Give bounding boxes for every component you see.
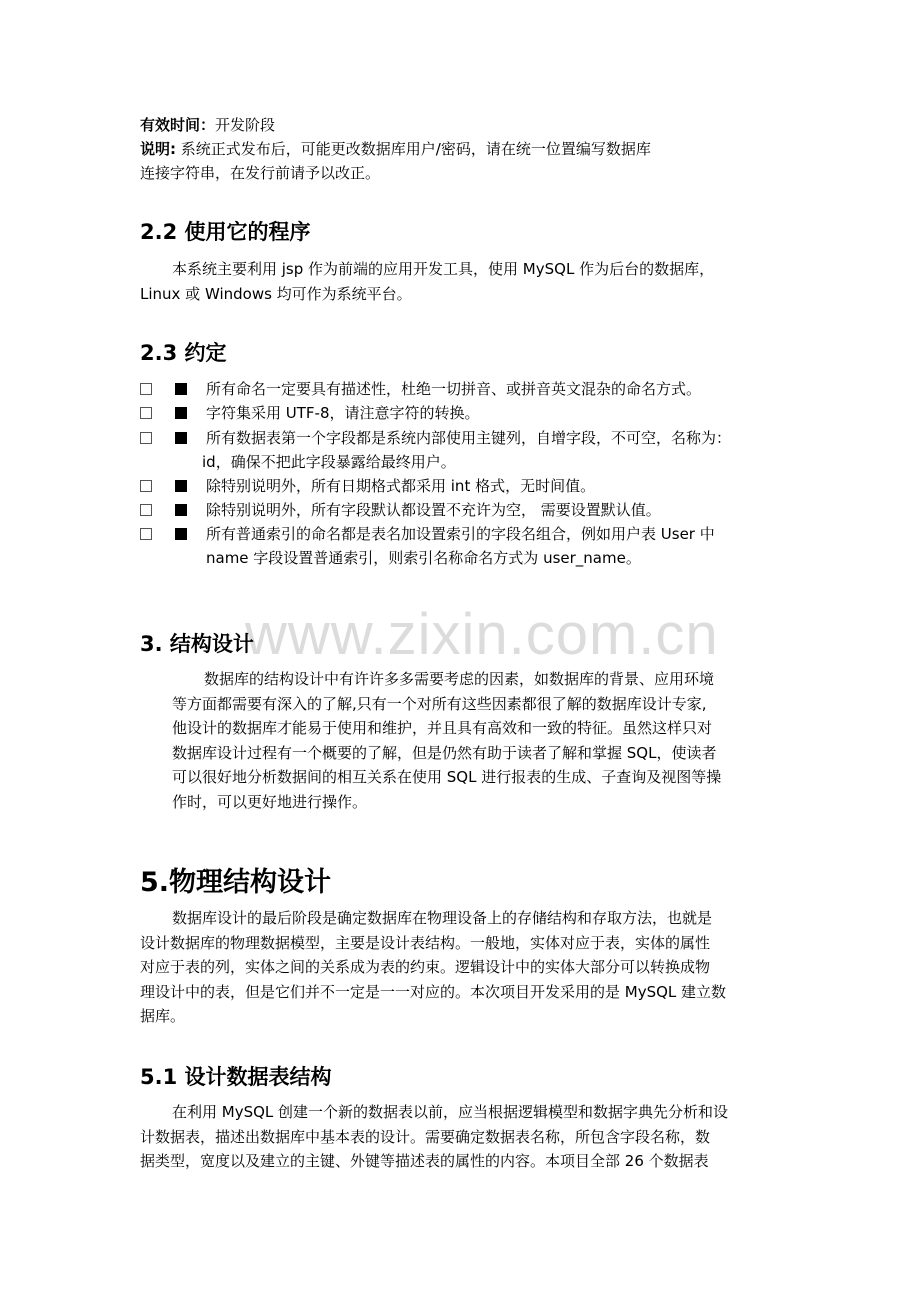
convention-item (140, 498, 800, 522)
watermark: www.zixin.com.cn (245, 602, 719, 667)
section-2-2-heading: 2.2 使用它的程序 (140, 220, 311, 244)
convention-text: 所有数据表第一个字段都是系统内部使用主键列，自增字段，不可空，名称为： (206, 429, 732, 447)
section-5-heading: 5.物理结构设计 (140, 867, 332, 898)
bullet-square-icon (175, 383, 187, 395)
section-5-1-heading: 5.1 设计数据表结构 (140, 1065, 332, 1089)
checkbox-icon (140, 480, 152, 492)
bullet-square-icon (175, 480, 187, 492)
section-2-3-heading: 2.3 约定 (140, 341, 227, 365)
convention-text-continued: name 字段设置普通索引，则索引名称命名方式为 user_name。 (206, 549, 641, 567)
section-3-heading: 3. 结构设计 (140, 632, 254, 656)
checkbox-icon (140, 528, 152, 540)
convention-item (140, 401, 800, 425)
note-line-2: 连接字符串，在发行前请予以改正。 (140, 164, 381, 182)
section-5-1-line: 据类型，宽度以及建立的主键、外键等描述表的属性的内容。本项目全部 26 个数据表 (140, 1152, 709, 1170)
convention-text: 除特别说明外，所有字段默认都设置不充许为空， 需要设置默认值。 (206, 501, 661, 519)
convention-item (140, 426, 800, 474)
checkbox-icon (140, 383, 152, 395)
convention-item (140, 377, 800, 401)
validity-value: 开发阶段 (215, 116, 276, 134)
note-text-1: 系统正式发布后，可能更改数据库用户/密码，请在统一位置编写数据库 (176, 140, 651, 158)
note-line-1 (140, 137, 651, 161)
checkbox-icon (140, 407, 152, 419)
section-5-line: 对应于表的列，实体之间的关系成为表的约束。逻辑设计中的实体大部分可以转换成物 (140, 958, 711, 976)
checkbox-icon (140, 504, 152, 516)
section-3-line: 他设计的数据库才能易于使用和维护，并且具有高效和一致的特征。虽然这样只对 (172, 719, 713, 737)
note-label: 说明: (140, 140, 176, 158)
validity-label: 有效时间： (140, 116, 216, 134)
bullet-square-icon (175, 504, 187, 516)
convention-text-continued: id，确保不把此字段暴露给最终用户。 (202, 453, 456, 471)
bullet-square-icon (175, 407, 187, 419)
convention-item (140, 474, 800, 498)
section-5-1-line: 计数据表，描述出数据库中基本表的设计。需要确定数据表名称，所包含字段名称，数 (140, 1128, 711, 1146)
section-5-line: 据库。 (140, 1007, 186, 1025)
convention-text: 所有命名一定要具有描述性，杜绝一切拼音、或拼音英文混杂的命名方式。 (206, 380, 702, 398)
section-5-line: 设计数据库的物理数据模型，主要是设计表结构。一般地，实体对应于表，实体的属性 (140, 934, 711, 952)
section-5-line: 理设计中的表，但是它们并不一定是一一对应的。本次项目开发采用的是 MySQL 建立数 (140, 983, 727, 1001)
checkbox-icon (140, 432, 152, 444)
bullet-square-icon (175, 432, 187, 444)
section-5-1-line: 在利用 MySQL 创建一个新的数据表以前，应当根据逻辑模型和数据字典先分析和设 (172, 1103, 729, 1121)
section-3-line: 可以很好地分析数据间的相互关系在使用 SQL 进行报表的生成、子查询及视图等操 (172, 768, 722, 786)
validity-line (140, 113, 275, 137)
section-3-line: 等方面都需要有深入的了解,只有一个对所有这些因素都很了解的数据库设计专家, (172, 695, 707, 713)
section-5-line: 数据库设计的最后阶段是确定数据库在物理设备上的存储结构和存取方法，也就是 (172, 909, 713, 927)
convention-text: 字符集采用 UTF-8，请注意字符的转换。 (206, 404, 480, 422)
section-3-line: 数据库的结构设计中有许许多多需要考虑的因素，如数据库的背景、应用环境 (204, 670, 715, 688)
section-2-2-line-2: Linux 或 Windows 均可作为系统平台。 (140, 285, 412, 303)
convention-text: 所有普通索引的命名都是表名加设置索引的字段名组合，例如用户表 User 中 (206, 525, 715, 543)
section-3-line: 数据库设计过程有一个概要的了解，但是仍然有助于读者了解和掌握 SQL，使读者 (172, 744, 717, 762)
convention-text: 除特别说明外，所有日期格式都采用 int 格式，无时间值。 (206, 477, 596, 495)
convention-item (140, 522, 800, 570)
section-2-2-line-1: 本系统主要利用 jsp 作为前端的应用开发工具，使用 MySQL 作为后台的数据库， (172, 260, 715, 278)
bullet-square-icon (175, 528, 187, 540)
section-3-line: 作时，可以更好地进行操作。 (172, 793, 368, 811)
